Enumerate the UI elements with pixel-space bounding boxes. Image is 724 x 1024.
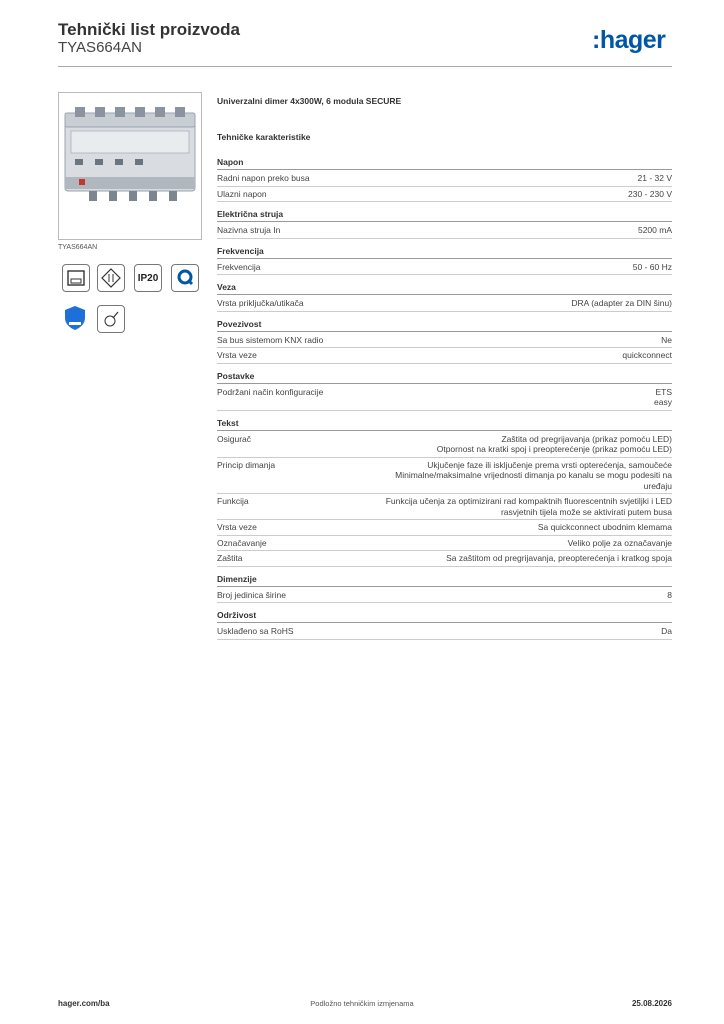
spec-row — [217, 260, 672, 276]
spec-key: Vrsta veze — [217, 522, 257, 532]
spec-value: DRA (adapter za DIN šinu) — [571, 298, 672, 308]
spec-key: Broj jedinica širine — [217, 589, 286, 600]
logo-mark: : — [592, 26, 600, 54]
spec-key: Princip dimanja — [217, 459, 276, 470]
spec-value: Sa quickconnect ubodnim klemama — [537, 522, 672, 532]
spec-section — [217, 371, 672, 411]
spec-key: Funkcija — [217, 496, 249, 506]
section-title: Održivost — [217, 610, 672, 623]
section-title: Električna struja — [217, 209, 672, 222]
spec-value: Da — [661, 626, 672, 636]
spec-value: 21 - 32 V — [637, 173, 672, 183]
product-image-caption: TYAS664AN — [58, 244, 98, 251]
spec-row — [217, 348, 672, 364]
spec-section — [217, 282, 672, 312]
tech-heading: Tehničke karakteristike — [217, 132, 311, 142]
spec-content — [217, 96, 672, 647]
knx-icon — [62, 264, 90, 292]
spec-value: Ne — [661, 334, 672, 345]
spec-row — [217, 333, 672, 349]
spec-value: Ukjučenje faze ili isključenje prema vrsti opterećenja, samoučeće Minimalne/maksimalne vrijednosti dimanja po kanalu se mogu podesiti na uređaju — [395, 459, 672, 491]
spec-value: Sa zaštitom od pregrijavanja, preopterećenja i kratkog spoja — [446, 553, 672, 563]
section-title: Dimenzije — [217, 574, 672, 587]
spec-key: Vrsta priključka/utikača — [217, 298, 304, 308]
spec-section — [217, 319, 672, 364]
spec-key: Označavanje — [217, 537, 267, 548]
ip20-icon — [134, 264, 162, 292]
spec-sections — [217, 157, 672, 640]
secure-icon — [62, 305, 88, 331]
spec-section — [217, 574, 672, 604]
spec-key: Frekvencija — [217, 261, 261, 272]
spec-row — [217, 432, 672, 458]
spec-key: Ulazni napon — [217, 188, 267, 199]
pen-icon — [97, 305, 125, 333]
spec-row — [217, 624, 672, 640]
spec-row — [217, 588, 672, 604]
spec-row — [217, 187, 672, 203]
spec-value: Zaštita od pregrijavanja (prikaz pomoću LED) Otpornost na kratki spoj i preopterećenje (prikaz pomoću LED) — [436, 433, 672, 454]
spec-value: quickconnect — [622, 350, 672, 360]
spec-value: 8 — [667, 589, 672, 600]
spec-key: Radni napon preko busa — [217, 173, 310, 183]
section-title: Tekst — [217, 418, 672, 431]
spec-row — [217, 494, 672, 520]
spec-key: Nazivna struja In — [217, 225, 281, 235]
spec-row — [217, 458, 672, 495]
spec-row — [217, 296, 672, 312]
ce-mark-icon — [97, 264, 125, 292]
spec-section — [217, 209, 672, 239]
product-image — [58, 92, 202, 240]
spec-row — [217, 536, 672, 552]
product-name: Univerzalni dimer 4x300W, 6 modula SECURE — [217, 96, 402, 106]
spec-value: 230 - 230 V — [628, 188, 672, 199]
spec-section — [217, 246, 672, 276]
spec-value: Veliko polje za označavanje — [567, 537, 672, 548]
spec-key: Sa bus sistemom KNX radio — [217, 334, 324, 345]
logo-text: hager — [599, 26, 666, 54]
ip20-label: IP20 — [137, 272, 159, 284]
spec-key: Vrsta veze — [217, 350, 257, 360]
spec-row — [217, 520, 672, 536]
document-title: Tehnički list proizvoda — [58, 20, 240, 39]
spec-value: Funkcija učenja za optimizirani rad kompaktnih fluorescentnih svjetiljki i LED rasvjetnih tijela može se aktivirati putem busa — [385, 496, 672, 517]
section-title: Postavke — [217, 371, 672, 384]
spec-value: 50 - 60 Hz — [632, 261, 672, 272]
spec-key: Osigurač — [217, 433, 252, 444]
footer-website: hager.com/ba — [58, 999, 110, 1008]
footer-date: 25.08.2026 — [631, 999, 672, 1008]
spec-key: Usklađeno sa RoHS — [217, 626, 294, 636]
header-divider — [58, 66, 672, 67]
spec-section — [217, 157, 672, 202]
hager-logo — [592, 26, 665, 55]
spec-section — [217, 610, 672, 640]
spec-row — [217, 385, 672, 411]
footer-note: Podložno tehničkim izmjenama — [310, 999, 414, 1008]
quality-icon — [171, 264, 199, 292]
spec-key: Zaštita — [217, 553, 243, 563]
spec-row — [217, 223, 672, 239]
spec-key: Podržani način konfiguracije — [217, 386, 324, 397]
section-title: Frekvencija — [217, 246, 672, 259]
spec-value: 5200 mA — [637, 225, 672, 235]
spec-row — [217, 551, 672, 567]
document-subtitle: TYAS664AN — [58, 39, 142, 56]
section-title: Veza — [217, 282, 672, 295]
section-title: Napon — [217, 157, 672, 170]
spec-row — [217, 171, 672, 187]
section-title: Povezivost — [217, 319, 672, 332]
spec-section — [217, 418, 672, 567]
spec-value: ETS easy — [654, 386, 672, 407]
